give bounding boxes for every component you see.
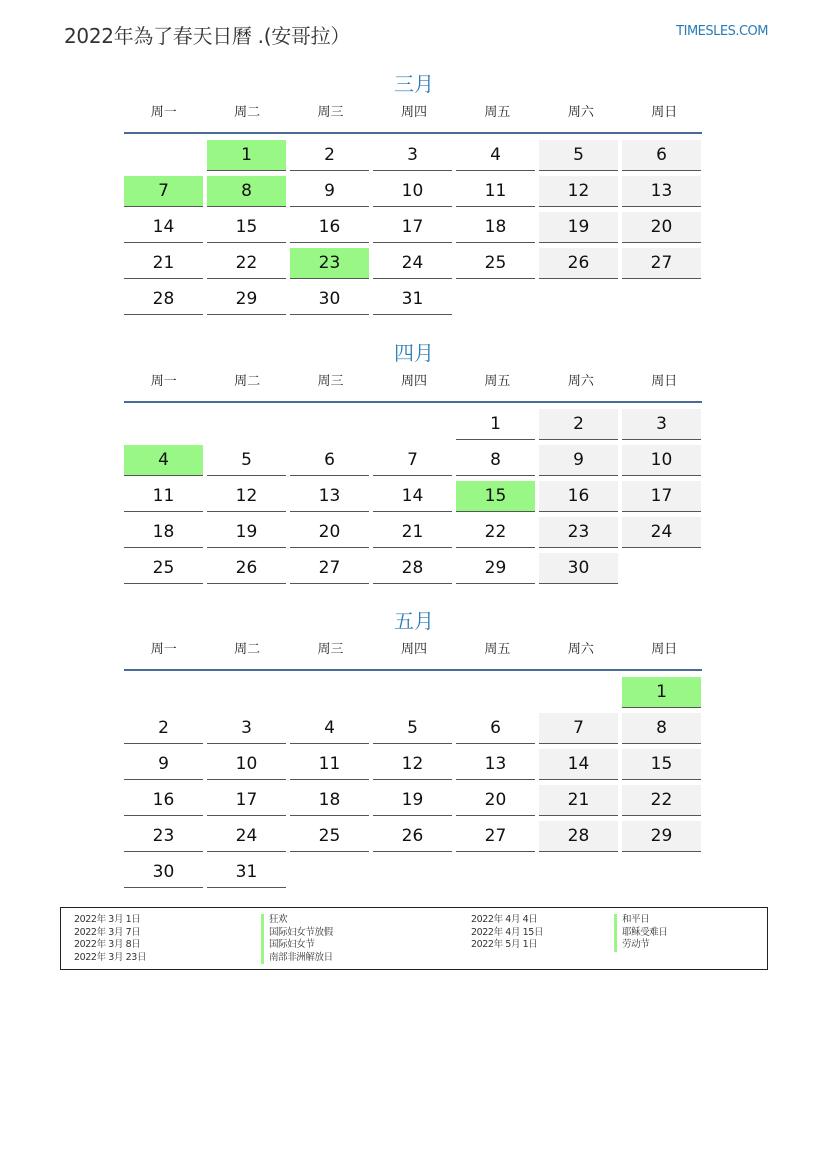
weekday-label: 周四 [400, 374, 427, 389]
day-cell: 16 [539, 481, 618, 512]
day-cell: 14 [124, 212, 203, 243]
day-cell: 7 [539, 713, 618, 744]
legend-holiday-name: 国际妇女节放假 [261, 927, 333, 940]
day-cell: 23 [539, 517, 618, 548]
weekday-label: 周日 [651, 105, 678, 120]
holiday-day-cell: 8 [207, 176, 286, 207]
day-cell: 12 [539, 176, 618, 207]
day-cell: 24 [622, 517, 701, 548]
day-cell: 5 [539, 140, 618, 171]
site-link[interactable]: TIMESLES.COM [676, 24, 768, 39]
calendar-grid [124, 409, 704, 589]
day-cell: 30 [124, 857, 203, 888]
week-row [124, 140, 704, 176]
week-row [124, 409, 704, 445]
empty-day-cell [124, 677, 203, 707]
day-cell: 29 [207, 284, 286, 315]
day-cell: 20 [290, 517, 369, 548]
header-divider [124, 132, 702, 134]
day-cell: 10 [207, 749, 286, 780]
day-cell: 18 [290, 785, 369, 816]
day-cell: 26 [207, 553, 286, 584]
weekday-label: 周三 [317, 374, 344, 389]
day-cell: 11 [290, 749, 369, 780]
week-row [124, 857, 704, 893]
legend-holiday-name: 耶稣受难日 [614, 927, 668, 940]
empty-day-cell [207, 677, 286, 707]
week-row [124, 553, 704, 589]
day-cell: 2 [539, 409, 618, 440]
month-title: 五月 [394, 609, 434, 633]
weekday-header [124, 104, 704, 122]
legend-date: 2022年 5月 1日 [471, 939, 538, 950]
week-row [124, 445, 704, 481]
day-cell: 5 [373, 713, 452, 744]
day-cell: 25 [456, 248, 535, 279]
holiday-day-cell: 23 [290, 248, 369, 279]
empty-day-cell [456, 677, 535, 707]
day-cell: 22 [207, 248, 286, 279]
day-cell: 9 [124, 749, 203, 780]
day-cell: 13 [290, 481, 369, 512]
weekday-label: 周一 [150, 105, 177, 120]
weekday-label: 周一 [150, 642, 177, 657]
day-cell: 20 [622, 212, 701, 243]
weekday-label: 周三 [317, 642, 344, 657]
week-row [124, 517, 704, 553]
day-cell: 22 [456, 517, 535, 548]
day-cell: 14 [373, 481, 452, 512]
day-cell: 27 [456, 821, 535, 852]
weekday-label: 周一 [150, 374, 177, 389]
month-march [124, 70, 704, 320]
header-divider [124, 669, 702, 671]
day-cell: 5 [207, 445, 286, 476]
week-row [124, 284, 704, 320]
empty-day-cell [124, 140, 203, 170]
day-cell: 14 [539, 749, 618, 780]
day-cell: 12 [207, 481, 286, 512]
weekday-label: 周二 [234, 105, 261, 120]
empty-day-cell [373, 409, 452, 439]
day-cell: 17 [373, 212, 452, 243]
month-may [124, 607, 704, 893]
page-title: 2022年為了春天日曆 .(安哥拉） [64, 24, 351, 48]
day-cell: 8 [456, 445, 535, 476]
day-cell: 9 [290, 176, 369, 207]
weekday-header [124, 641, 704, 659]
day-cell: 17 [622, 481, 701, 512]
month-title: 四月 [394, 341, 434, 365]
day-cell: 4 [290, 713, 369, 744]
day-cell: 10 [373, 176, 452, 207]
day-cell: 19 [207, 517, 286, 548]
day-cell: 2 [124, 713, 203, 744]
day-cell: 15 [622, 749, 701, 780]
day-cell: 6 [290, 445, 369, 476]
day-cell: 1 [456, 409, 535, 440]
day-cell: 9 [539, 445, 618, 476]
day-cell: 31 [373, 284, 452, 315]
empty-day-cell [207, 409, 286, 439]
day-cell: 30 [290, 284, 369, 315]
month-title: 三月 [394, 72, 434, 96]
weekday-label: 周六 [567, 642, 594, 657]
empty-day-cell [539, 857, 618, 887]
legend-holiday-name: 狂欢 [261, 914, 333, 927]
week-row [124, 785, 704, 821]
holiday-day-cell: 1 [207, 140, 286, 171]
day-cell: 13 [622, 176, 701, 207]
day-cell: 26 [373, 821, 452, 852]
day-cell: 21 [124, 248, 203, 279]
day-cell: 25 [124, 553, 203, 584]
day-cell: 6 [622, 140, 701, 171]
day-cell: 28 [539, 821, 618, 852]
day-cell: 16 [290, 212, 369, 243]
holiday-day-cell: 4 [124, 445, 203, 476]
week-row [124, 821, 704, 857]
legend-holiday-name: 劳动节 [614, 939, 668, 952]
calendar-grid [124, 677, 704, 893]
month-april [124, 339, 704, 589]
day-cell: 23 [124, 821, 203, 852]
week-row [124, 212, 704, 248]
week-row [124, 713, 704, 749]
day-cell: 7 [373, 445, 452, 476]
legend-date: 2022年 3月 23日 [74, 951, 147, 963]
empty-day-cell [456, 284, 535, 314]
holiday-day-cell: 7 [124, 176, 203, 207]
day-cell: 21 [373, 517, 452, 548]
weekday-label: 周三 [317, 105, 344, 120]
legend-date: 2022年 3月 1日 [74, 914, 141, 925]
day-cell: 2 [290, 140, 369, 171]
weekday-label: 周五 [484, 105, 511, 120]
day-cell: 4 [456, 140, 535, 171]
legend-date: 2022年 4月 4日 [471, 914, 538, 925]
day-cell: 15 [207, 212, 286, 243]
empty-day-cell [622, 284, 701, 314]
day-cell: 18 [124, 517, 203, 548]
day-cell: 27 [622, 248, 701, 279]
weekday-header [124, 373, 704, 391]
empty-day-cell [622, 553, 701, 583]
legend-holiday-name: 国际妇女节 [261, 939, 333, 952]
week-row [124, 749, 704, 785]
day-cell: 8 [622, 713, 701, 744]
week-row [124, 481, 704, 517]
day-cell: 30 [539, 553, 618, 584]
weekday-label: 周五 [484, 642, 511, 657]
day-cell: 29 [456, 553, 535, 584]
legend-date: 2022年 4月 15日 [471, 926, 544, 938]
empty-day-cell [456, 857, 535, 887]
weekday-label: 周日 [651, 642, 678, 657]
legend-date: 2022年 3月 8日 [74, 939, 141, 950]
day-cell: 17 [207, 785, 286, 816]
legend-holiday-name: 南部非洲解放日 [261, 952, 333, 965]
weekday-label: 周日 [651, 374, 678, 389]
weekday-label: 周六 [567, 105, 594, 120]
holiday-day-cell: 1 [622, 677, 701, 708]
day-cell: 25 [290, 821, 369, 852]
legend-date: 2022年 3月 7日 [74, 926, 141, 938]
weekday-label: 周四 [400, 105, 427, 120]
day-cell: 26 [539, 248, 618, 279]
empty-day-cell [290, 857, 369, 887]
day-cell: 13 [456, 749, 535, 780]
day-cell: 24 [373, 248, 452, 279]
day-cell: 28 [373, 553, 452, 584]
holiday-day-cell: 15 [456, 481, 535, 512]
day-cell: 12 [373, 749, 452, 780]
day-cell: 10 [622, 445, 701, 476]
weekday-label: 周六 [567, 374, 594, 389]
empty-day-cell [539, 677, 618, 707]
header-divider [124, 401, 702, 403]
weekday-label: 周五 [484, 374, 511, 389]
day-cell: 6 [456, 713, 535, 744]
day-cell: 21 [539, 785, 618, 816]
weekday-label: 周四 [400, 642, 427, 657]
holiday-legend [60, 907, 768, 970]
day-cell: 29 [622, 821, 701, 852]
week-row [124, 176, 704, 212]
day-cell: 27 [290, 553, 369, 584]
day-cell: 3 [622, 409, 701, 440]
week-row [124, 677, 704, 713]
day-cell: 19 [539, 212, 618, 243]
empty-day-cell [124, 409, 203, 439]
empty-day-cell [373, 677, 452, 707]
day-cell: 24 [207, 821, 286, 852]
day-cell: 11 [124, 481, 203, 512]
empty-day-cell [290, 409, 369, 439]
day-cell: 3 [373, 140, 452, 171]
day-cell: 28 [124, 284, 203, 315]
empty-day-cell [539, 284, 618, 314]
legend-holiday-name: 和平日 [614, 914, 668, 927]
day-cell: 16 [124, 785, 203, 816]
day-cell: 19 [373, 785, 452, 816]
day-cell: 31 [207, 857, 286, 888]
empty-day-cell [373, 857, 452, 887]
day-cell: 3 [207, 713, 286, 744]
day-cell: 22 [622, 785, 701, 816]
day-cell: 11 [456, 176, 535, 207]
calendar-grid [124, 140, 704, 320]
weekday-label: 周二 [234, 374, 261, 389]
day-cell: 18 [456, 212, 535, 243]
day-cell: 20 [456, 785, 535, 816]
empty-day-cell [290, 677, 369, 707]
weekday-label: 周二 [234, 642, 261, 657]
empty-day-cell [622, 857, 701, 887]
week-row [124, 248, 704, 284]
